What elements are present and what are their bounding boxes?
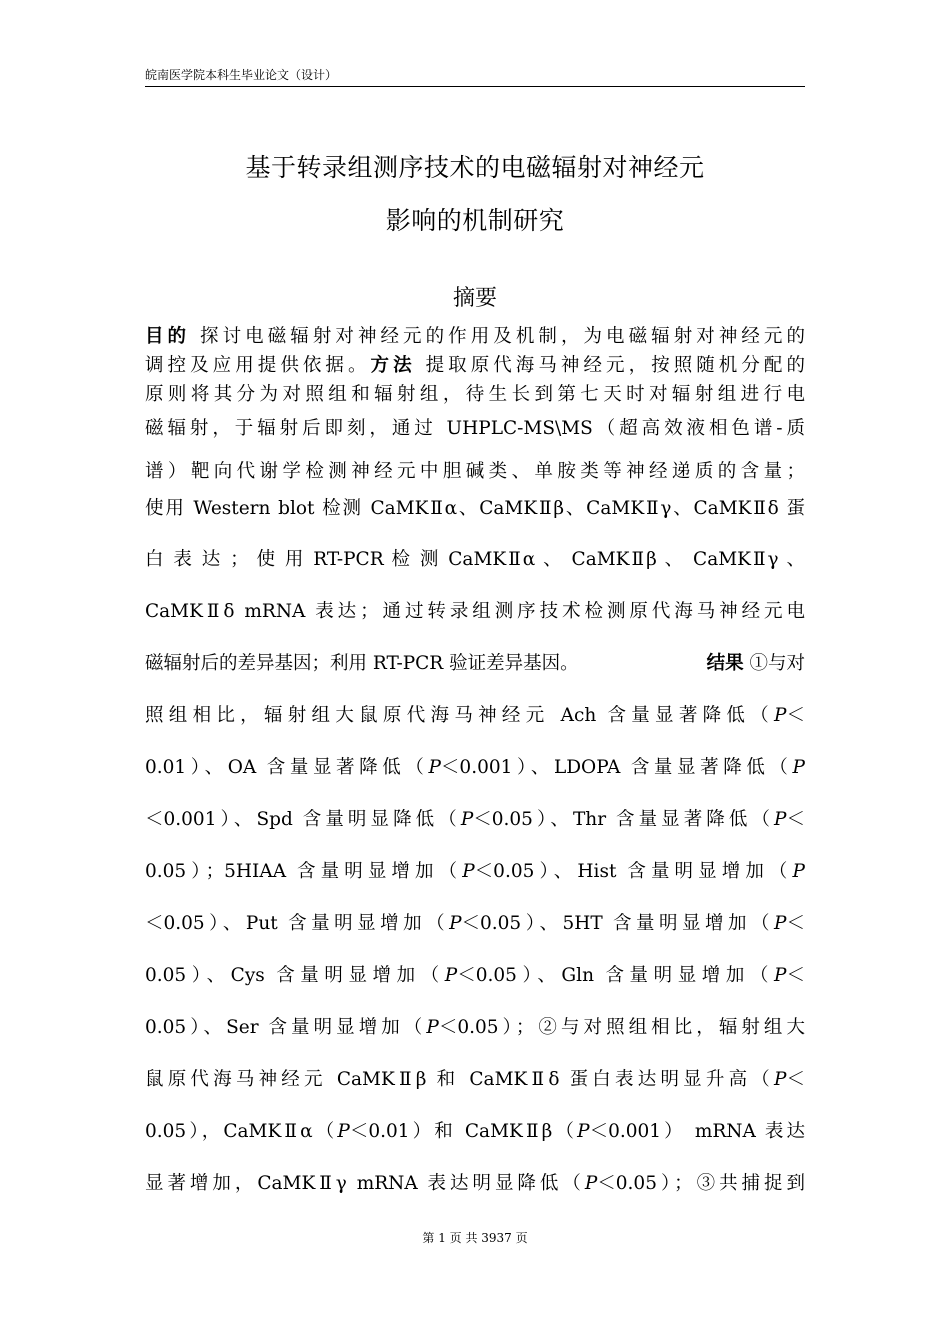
abstract-line: 白 表 达 ； 使 用 RT-PCR 检 测 CaMKⅡα 、 CaMKⅡβ 、 CaMKⅡγ 、 <box>145 549 805 570</box>
abstract-line: 0.01）、OA 含量显著降低（P＜0.001）、LDOPA 含量显著降低（P <box>145 757 805 778</box>
abstract-line: ＜0.05）、Put 含量明显增加（P＜0.05）、5HT 含量明显增加（P＜ <box>145 913 805 934</box>
abstract-line: 0.05），CaMKⅡα（P＜0.01）和 CaMKⅡβ（P＜0.001） mRNA 表达 <box>145 1121 805 1142</box>
section-label-objective: 目的 <box>145 326 191 347</box>
abstract-line: 谱）靶向代谢学检测神经元中胆碱类、单胺类等神经递质的含量； <box>145 461 805 482</box>
abstract-body <box>145 0 805 1230</box>
paper-title-line-1: 基于转录组测序技术的电磁辐射对神经元 <box>245 153 705 182</box>
abstract-line: ＜0.001）、Spd 含量明显降低（P＜0.05）、Thr 含量显著降低（P＜ <box>145 809 806 830</box>
running-header: 皖南医学院本科生毕业论文（设计） <box>145 68 338 82</box>
section-label-result: 结果 <box>706 653 744 674</box>
paper-title-line-2: 影响的机制研究 <box>385 206 565 235</box>
abstract-line: 0.05）、Cys 含量明显增加（P＜0.05）、Gln 含量明显增加（P＜ <box>145 965 805 986</box>
abstract-line: 原则将其分为对照组和辐射组，待生长到第七天时对辐射组进行电 <box>145 384 805 405</box>
abstract-line: 使用 Western blot 检测 CaMKⅡα、CaMKⅡβ、CaMKⅡγ、CaMKⅡδ 蛋 <box>145 498 805 519</box>
page-footer: 第 1 页 共 3937 页 <box>422 1231 528 1245</box>
abstract-line: 0.05）、Ser 含量明显增加（P＜0.05）；②与对照组相比，辐射组大 <box>145 1017 805 1038</box>
abstract-line: 照组相比，辐射组大鼠原代海马神经元 Ach 含量显著降低（P＜ <box>145 705 805 726</box>
abstract-line: 调控及应用提供依据。方法 提取原代海马神经元，按照随机分配的 <box>145 355 805 376</box>
abstract-line: 磁辐射后的差异基因；利用 RT-PCR 验证差异基因。 结果 ①与对 <box>145 653 805 674</box>
section-label-method: 方法 <box>370 355 416 376</box>
abstract-line: 0.05）；5HIAA 含量明显增加（P＜0.05）、Hist 含量明显增加（P <box>145 861 805 882</box>
abstract-line: 目的 探讨电磁辐射对神经元的作用及机制，为电磁辐射对神经元的 <box>145 326 805 347</box>
abstract-line: 磁辐射，于辐射后即刻，通过 UHPLC-MS\MS（超高效液相色谱-质 <box>145 418 805 439</box>
abstract-line: CaMKⅡδ mRNA 表达；通过转录组测序技术检测原代海马神经元电 <box>145 601 805 622</box>
abstract-heading: 摘要 <box>452 286 497 311</box>
abstract-line: 鼠原代海马神经元 CaMKⅡβ 和 CaMKⅡδ 蛋白表达明显升高（P＜ <box>145 1069 805 1090</box>
abstract-line: 显著增加，CaMKⅡγ mRNA 表达明显降低（P＜0.05）；③共捕捉到 <box>145 1173 805 1194</box>
